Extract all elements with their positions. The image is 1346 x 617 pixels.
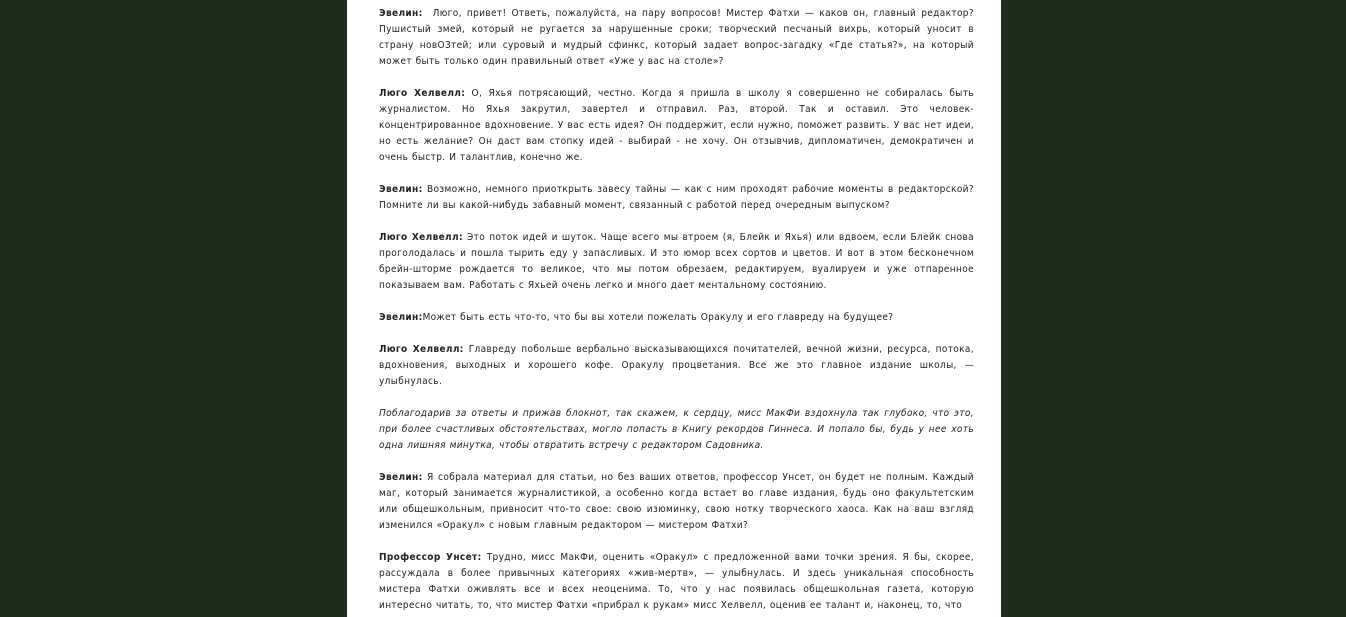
paragraph-text: Я собрала материал для статьи, но без ваших ответов, профессор Унсет, он будет не полным. Каждый маг, который занимается журналистикой, а особенно когда встает во главе издания, будь оно факультетским или общешкольным, привносит что-то свое: свою изюминку, свою нотку творческого хаоса. Как на ваш взгляд изменился «Оракул» с новым главным редактором — мистером Фатхи? [379,472,974,531]
narration-paragraph [379,406,974,454]
paragraph [379,230,974,294]
document-page [347,0,1001,617]
speaker-name: Эвелин: [379,184,423,195]
speaker-name: Люго Хелвелл: [379,88,466,99]
paragraph-text: Поблагодарив за ответы и прижав блокнот, так скажем, к сердцу, мисс МакФи вздохнула так глубоко, что это, при более счастливых обстоятельствах, могло попасть в Книгу рекордов Гиннеса. И попало бы, будь у нее хоть одна лишняя минутка, чтобы отвратить встречу с редактором Садовника. [379,408,974,451]
article-text [379,6,978,617]
paragraph-text: Люго, привет! Ответь, пожалуйста, на пару вопросов! Мистер Фатхи — каков он, главный редактор? Пушистый змей, который не ругается за нарушенные сроки; творческий песчаный вихрь, который уносит в страну новОЗтей; или суровый и мудрый сфинкс, который задает вопрос-загадку «Где статья?», на который может быть только один правильный ответ «Уже у вас на столе»? [379,8,978,67]
paragraph [379,86,974,166]
paragraph-text: О, Яхья потрясающий, честно. Когда я пришла в школу я совершенно не собиралась быть журналистом. Но Яхья закрутил, завертел и отправил. Раз, второй. Так и оставил. Это человек-концентрированное вдохновение. У вас есть идея? Он поддержит, если нужно, поможет развить. У вас нет идеи, но есть желание? Он даст вам стопку идей - выбирай - не хочу. Он отзывчив, дипломатичен, демократичен и очень быстр. И талантлив, конечно же. [379,88,974,163]
paragraph-text: Главреду побольше вербально высказывающихся почитателей, вечной жизни, ресурса, потока, вдохновения, выходных и хорошего кофе. Оракулу процветания. Все же это главное издание школы, — улыбнулась. [379,344,974,387]
speaker-name: Эвелин: [379,312,423,323]
paragraph [379,550,974,614]
paragraph-text: Возможно, немного приоткрыть завесу тайны — как с ним проходят рабочие моменты в редакторской? Помните ли вы какой-нибудь забавный момент, связанный с работой перед очередным выпуском? [379,184,974,211]
paragraph [379,310,974,326]
speaker-name: Люго Хелвелл: [379,344,464,355]
speaker-name: Люго Хелвелл: [379,232,463,243]
paragraph-text: Трудно, мисс МакФи, оценить «Оракул» с предложенной вами точки зрения. Я бы, скорее, рассуждала в более привычных категориях «жив-мертв», — улыбнулась. И здесь уникальная способность мистера Фатхи оживлять все и всех неоценима. То, что у нас появилась общешкольная газета, которую интересно читать, то, что мистер Фатхи «прибрал к рукам» мисс Хелвелл, оценив ее талант и, наконец, то, что [379,552,974,611]
paragraph-text: Это поток идей и шуток. Чаще всего мы втроем (я, Блейк и Яхья) или вдвоем, если Блейк снова проголодалась и пошла тырить еду у запасливых. И это юмор всех сортов и цветов. И вот в этом бесконечном брейн-шторме рождается то великое, что мы потом обрезаем, редактируем, вуалируем и уже отпаренное показываем вам. Работать с Яхьей очень легко и много дает ментальному состоянию. [379,232,974,291]
speaker-name: Эвелин: [379,472,423,483]
paragraph-text: Может быть есть что-то, что бы вы хотели пожелать Оракулу и его главреду на будущее? [422,312,894,323]
paragraph [379,6,978,70]
paragraph [379,470,974,534]
paragraph [379,342,974,390]
speaker-name: Профессор Унсет: [379,552,482,563]
speaker-name: Эвелин: [379,8,423,19]
paragraph [379,182,974,214]
